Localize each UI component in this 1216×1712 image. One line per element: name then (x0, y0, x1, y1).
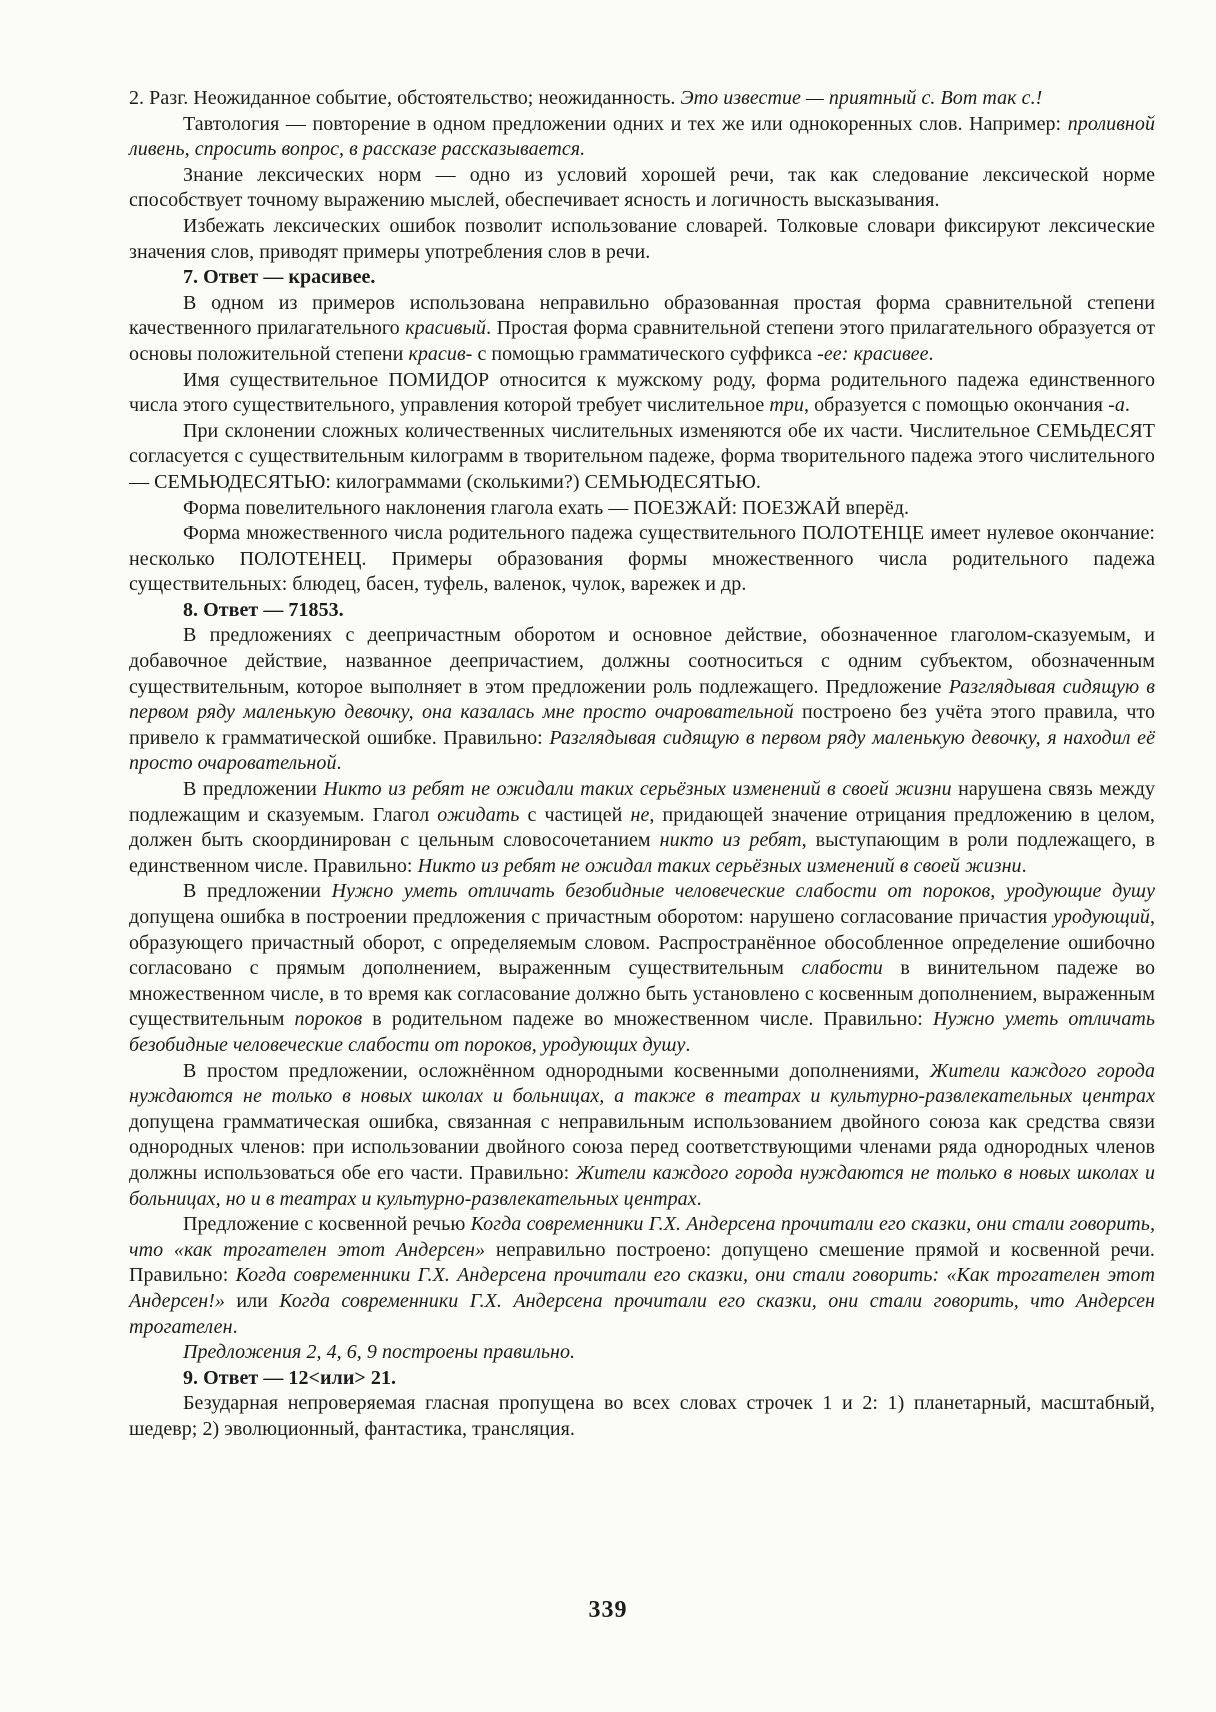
paragraph: Предложения 2, 4, 6, 9 построены правильно. (183, 1341, 576, 1364)
paragraph: Имя существительное ПОМИДОР относится к мужскому роду, форма родительного падежа единственного числа этого существительного, управления которой требует числительное три, образуется с помощью окончания -а. (129, 368, 1155, 417)
paragraph: Знание лексических норм — одно из условий хорошей речи, так как следование лексической норме способствует точному выражению мыслей, обеспечивает ясность и логичность высказывания. (129, 163, 1155, 212)
paragraph: В предложении Нужно уметь отличать безобидные человеческие слабости от пороков, уродующие душу допущена ошибка в построении предложения с причастным оборотом: нарушено согласование причастия уродующий, образующего причастный оборот, с определяемым словом. Распространённое обособленное определение ошибочно согласовано с прямым дополнением, выраженным существительным слабости в винительном падеже во множественном числе, в то время как согласование должно быть установлено с косвенным дополнением, выраженным существительным пороков в родительном падеже во множественном числе. Правильно: Нужно уметь отличать безобидные человеческие слабости от пороков, уродующих душу. (129, 880, 1156, 1056)
paragraph: Предложение с косвенной речью Когда современники Г.Х. Андерсена прочитали его сказки, они стали говорить, что «как трогателен этот Андерсен» неправильно построено: допущено смешение прямой и косвенной речи. Правильно: Когда современники Г.Х. Андерсена прочитали его сказки, они стали говорить: «Как трогателен этот Андерсен!» или Когда современники Г.Х. Андерсена прочитали его сказки, они стали говорить, что Андерсен трогателен. (129, 1213, 1155, 1338)
paragraph: Избежать лексических ошибок позволит использование словарей. Толковые словари фиксируют лексические значения слов, приводят примеры употребления слов в речи. (129, 214, 1155, 263)
paragraph: В одном из примеров использована неправильно образованная простая форма сравнительной степени качественного прилагательного красивый. Простая форма сравнительной степени этого прилагательного образуется от основы положительной степени красив- с помощью грамматического суффикса -ее: красивее. (129, 291, 1155, 365)
paragraph: При склонении сложных количественных числительных изменяются обе их части. Числительное СЕМЬДЕСЯТ согласуется с существительным килограмм в творительном падеже, форма творительного падежа этого числительного — СЕМЬЮДЕСЯТЬЮ: килограммами (сколькими?) СЕМЬЮДЕСЯТЬЮ. (129, 419, 1155, 493)
paragraph: 2. Разг. Неожиданное событие, обстоятельство; неожиданность. Это известие — приятный с. Вот так с.! (129, 87, 1043, 109)
page-number: 339 (588, 1597, 628, 1623)
paragraph: Безударная непроверяемая гласная пропущена во всех словах строчек 1 и 2: 1) планетарный, масштабный, шедевр; 2) эволюционный, фантастика, трансляция. (129, 1392, 1155, 1440)
answer-heading: 8. Ответ — 71853. (183, 598, 344, 621)
paragraph: В предложениях с деепричастным оборотом и основное действие, обозначенное глаголом-сказуемым, и добавочное действие, названное деепричастием, должны соотноситься с одним субъектом, обозначенным существительным, которое выполняет в этом предложении роль подлежащего. Предложение Разглядывая сидящую в первом ряду маленькую девочку, она казалась мне просто очаровательной построено без учёта этого правила, что привело к грамматической ошибке. Правильно: Разглядывая сидящую в первом ряду маленькую девочку, я находил её просто очаровательной. (129, 624, 1156, 775)
paragraph: В простом предложении, осложнённом однородными косвенными дополнениями, Жители каждого города нуждаются не только в новых школах и больницах, а также в театрах и культурно-развлекательных центрах допущена грамматическая ошибка, связанная с неправильным использованием двойного союза как средства связи однородных членов: при использовании двойного союза перед соответствующими членами ряда однородных членов должны использоваться обе его части. Правильно: Жители каждого города нуждаются не только в новых школах и больницах, но и в театрах и культурно-развлекательных центрах. (129, 1059, 1156, 1210)
page-body (129, 86, 1155, 1442)
answer-heading: 9. Ответ — 12<или> 21. (183, 1366, 397, 1389)
paragraph: В предложении Никто из ребят не ожидали таких серьёзных изменений в своей жизни нарушена связь между подлежащим и сказуемым. Глагол ожидать с частицей не, придающей значение отрицания предложению в целом, должен быть скоординирован с цельным словосочетанием никто из ребят, выступающим в роли подлежащего, в единственном числе. Правильно: Никто из ребят не ожидал таких серьёзных изменений в своей жизни. (129, 778, 1156, 877)
answer-heading: 7. Ответ — красивее. (183, 266, 376, 289)
paragraph: Форма множественного числа родительного падежа существительного ПОЛОТЕНЦЕ имеет нулевое окончание: несколько ПОЛОТЕНЕЦ. Примеры образования формы множественного числа родительного падежа существительных: блюдец, басен, туфель, валенок, чулок, варежек и др. (129, 522, 1155, 596)
paragraph: Форма повелительного наклонения глагола ехать — ПОЕЗЖАЙ: ПОЕЗЖАЙ вперёд. (183, 496, 910, 519)
paragraph: Тавтология — повторение в одном предложении одних и тех же или однокоренных слов. Например: проливной ливень, спросить вопрос, в рассказе рассказывается. (129, 112, 1155, 161)
